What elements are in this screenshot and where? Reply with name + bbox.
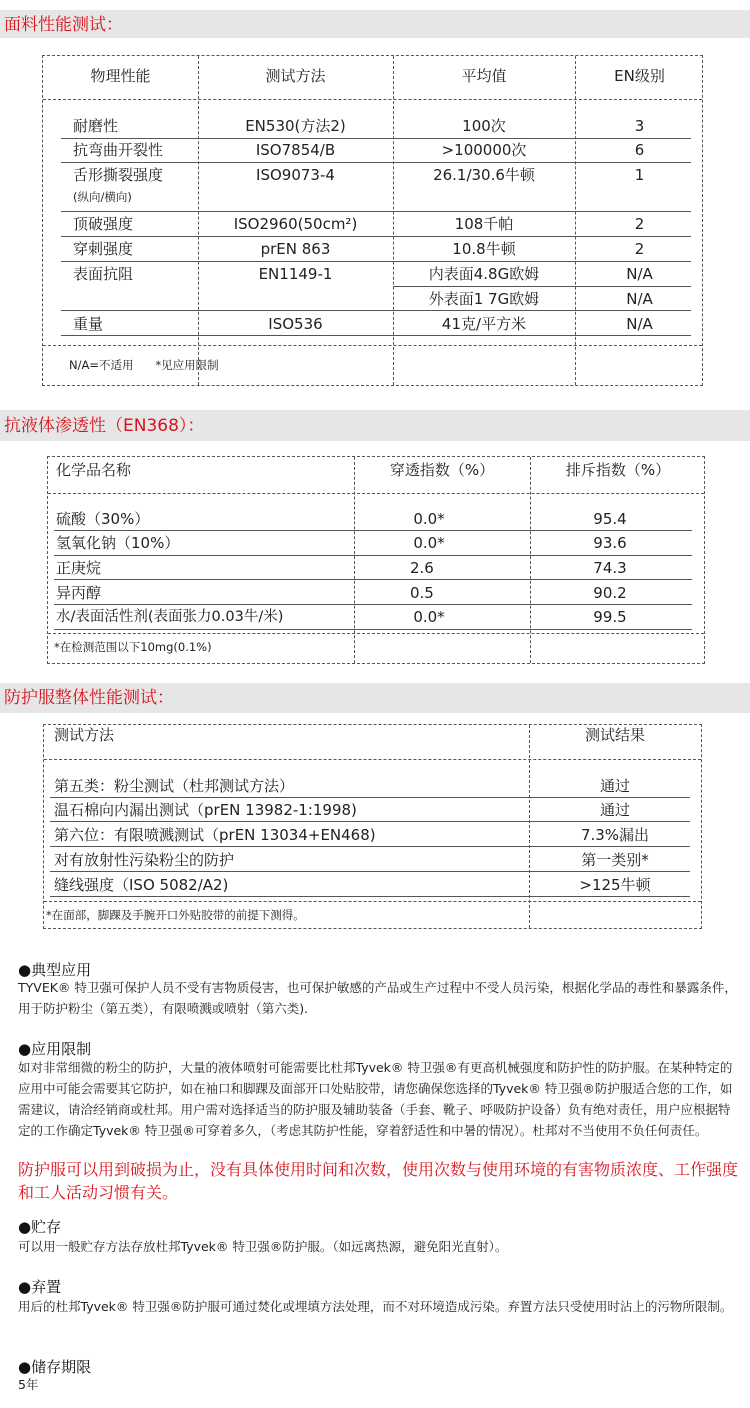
row-underline <box>393 286 691 287</box>
row-underline <box>61 310 691 311</box>
row-chemical: 异丙醇 <box>56 584 102 602</box>
divider <box>43 99 702 100</box>
suit-performance-table <box>43 724 702 929</box>
row-method: ISO9073-4 <box>256 166 335 184</box>
row-result: 7.3%漏出 <box>580 826 650 844</box>
disposal-text: 用后的杜邦Tyvek® 特卫强®防护服可通过焚化或埋填方法处理，而不对环境造成污染。弃置方法只受使用时沾上的污物所限制。 <box>18 1299 733 1314</box>
divider <box>43 345 702 346</box>
row-underline <box>50 821 690 822</box>
row-method: 对有放射性污染粉尘的防护 <box>54 851 235 869</box>
row-repellency: 95.4 <box>593 510 627 528</box>
limits-title: ●应用限制 <box>18 1040 92 1058</box>
divider <box>48 633 704 634</box>
row-penetration: 0.0* <box>413 608 445 626</box>
table-footnote: N/A=不适用 *见应用限制 <box>69 358 219 372</box>
row-level: 6 <box>634 141 645 159</box>
row-underline <box>54 579 692 580</box>
row-repellency: 99.5 <box>593 608 627 626</box>
row-level: 3 <box>634 117 645 135</box>
row-property: 重量 <box>73 315 104 333</box>
row-level: 1 <box>634 166 645 184</box>
row-underline <box>50 797 690 798</box>
section-title: 抗液体渗透性（EN368）： <box>4 416 205 436</box>
section-header-liquid <box>0 410 750 441</box>
row-value: 内表面4.8G欧姆 <box>428 265 540 283</box>
row-value: 外表面1 7G欧姆 <box>428 290 540 308</box>
row-property-note: (纵向/横向) <box>73 190 132 204</box>
table-footnote: *在检测范围以下10mg(0.1%) <box>54 640 212 654</box>
typical-use-text: TYVEK® 特卫强可保护人员不受有害物质侵害，也可保护敏感的产品或生产过程中不受人员污染，根据化学品的毒性和暴露条件，用于防护粉尘（第五类），有限喷溅或喷射（第六类). <box>18 980 737 1016</box>
shelf-life-title: ●储存期限 <box>18 1358 92 1376</box>
row-level: N/A <box>626 290 653 308</box>
row-underline <box>61 138 691 139</box>
section-header-fabric <box>0 10 750 38</box>
section-title: 防护服整体性能测试： <box>4 688 174 708</box>
storage-text: 可以用一般贮存方法存放杜邦Tyvek® 特卫强®防护服。（如远离热源，避免阳光直射）。 <box>18 1239 508 1254</box>
disposal-title: ●弃置 <box>18 1278 62 1296</box>
header-en-level: EN级别 <box>614 67 665 85</box>
header-repellency: 排斥指数（%） <box>565 461 671 479</box>
row-chemical: 正庚烷 <box>56 559 102 577</box>
header-average: 平均值 <box>461 67 507 85</box>
limits-warning: 防护服可以用到破损为止，没有具体使用时间和次数，使用次数与使用环境的有害物质浓度、工作强度和工人活动习惯有关。 <box>18 1160 739 1202</box>
row-method: ISO2960(50cm²) <box>233 215 358 233</box>
row-underline <box>50 846 690 847</box>
limits-text: 如对非常细微的粉尘的防护，大量的液体喷射可能需要比杜邦Tyvek® 特卫强®有更高机械强度和防护性的防护服。在某种特定的应用中可能会需要其它防护，如在袖口和脚踝及面部开口处贴胶带，请您确保您选择的Tyvek® 特卫强®防护服适合您的工作，如需建议，请洽经销商或杜邦。用户需对选择适当的防护服及辅助装备（手套、靴子、呼吸防护设备）负有绝对责任，用户应根据特定的工作确定Tyvek® 特卫强®可穿着多久，（考虑其防护性能，穿着舒适性和中暑的情况）。杜邦对不当使用不负任何责任。 <box>18 1060 733 1138</box>
divider <box>44 759 701 760</box>
row-method: ISO7854/B <box>255 141 336 159</box>
row-underline <box>54 530 692 531</box>
row-level: N/A <box>626 315 653 333</box>
row-method: 温石棉向内漏出测试（prEN 13982-1:1998) <box>54 801 357 819</box>
row-value: 10.8牛顿 <box>452 240 516 258</box>
liquid-penetration-table <box>47 456 705 664</box>
row-level: N/A <box>626 265 653 283</box>
row-result: 通过 <box>599 777 630 795</box>
divider <box>48 493 704 494</box>
row-underline <box>61 162 691 163</box>
row-underline <box>61 261 691 262</box>
row-underline <box>50 871 690 872</box>
row-underline <box>50 896 690 897</box>
row-method: 缝线强度（ISO 5082/A2) <box>54 876 229 894</box>
row-method: 第五类：粉尘测试（杜邦测试方法） <box>54 777 295 795</box>
row-result: >125牛顿 <box>579 876 651 894</box>
row-result: 通过 <box>599 801 630 819</box>
row-property: 舌形撕裂强度 <box>73 166 164 184</box>
section-title: 面料性能测试： <box>4 15 123 35</box>
row-value: 100次 <box>462 117 506 135</box>
fabric-performance-table <box>42 55 703 386</box>
row-level: 2 <box>634 240 645 258</box>
row-underline <box>61 236 691 237</box>
row-property: 顶破强度 <box>73 215 134 233</box>
row-chemical: 硫酸（30%） <box>56 510 150 528</box>
row-value: 26.1/30.6牛顿 <box>433 166 535 184</box>
section-header-suit <box>0 683 750 713</box>
header-test-result: 测试结果 <box>584 726 645 744</box>
row-method: prEN 863 <box>260 240 331 258</box>
header-method: 测试方法 <box>265 67 326 85</box>
row-value: 108千帕 <box>454 215 514 233</box>
row-chemical: 氢氧化钠（10%） <box>56 534 180 552</box>
row-underline <box>54 555 692 556</box>
row-repellency: 90.2 <box>593 584 627 602</box>
row-penetration: 0.5 <box>410 584 434 602</box>
header-penetration: 穿透指数（%） <box>389 461 495 479</box>
row-underline <box>61 335 691 336</box>
header-property: 物理性能 <box>90 67 151 85</box>
row-property: 耐磨性 <box>73 117 119 135</box>
row-level: 2 <box>634 215 645 233</box>
row-property: 表面抗阻 <box>73 265 134 283</box>
row-result: 第一类别* <box>581 851 649 869</box>
header-chemical: 化学品名称 <box>56 461 132 479</box>
row-property: 抗弯曲开裂性 <box>73 141 164 159</box>
row-method: 第六位：有限喷溅测试（prEN 13034+EN468) <box>54 826 376 844</box>
row-repellency: 93.6 <box>593 534 627 552</box>
shelf-life-text: 5年 <box>18 1377 39 1392</box>
row-underline <box>54 604 692 605</box>
row-repellency: 74.3 <box>593 559 627 577</box>
row-penetration: 0.0* <box>413 534 445 552</box>
row-method: ISO536 <box>268 315 323 333</box>
row-property: 穿刺强度 <box>73 240 134 258</box>
row-chemical: 水/表面活性剂(表面张力0.03牛/米) <box>56 609 284 625</box>
storage-title: ●贮存 <box>18 1218 62 1236</box>
row-value: >100000次 <box>441 141 527 159</box>
row-method: EN530(方法2) <box>245 117 346 135</box>
header-test-method: 测试方法 <box>54 726 115 744</box>
row-underline <box>54 629 692 630</box>
row-penetration: 2.6 <box>410 559 434 577</box>
row-value: 41克/平方米 <box>441 315 527 333</box>
row-method: EN1149-1 <box>258 265 333 283</box>
typical-use-title: ●典型应用 <box>18 961 92 979</box>
divider <box>44 901 701 902</box>
table-footnote: *在面部，脚踝及手腕开口外贴胶带的前提下测得。 <box>46 908 305 922</box>
row-penetration: 0.0* <box>413 510 445 528</box>
row-underline <box>61 211 691 212</box>
